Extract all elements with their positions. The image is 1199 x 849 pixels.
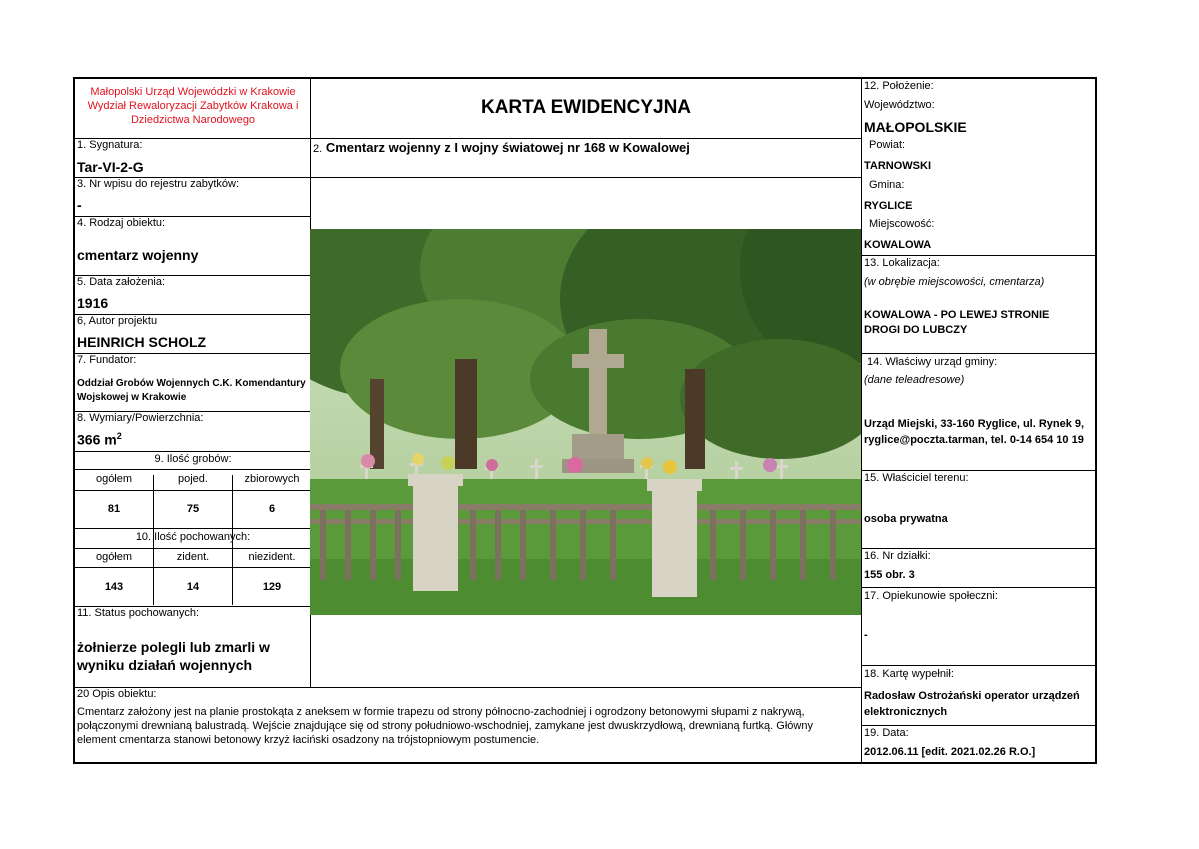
divider: [862, 470, 1097, 471]
grid-value: 81: [107, 503, 121, 515]
filled-by-value: Radosław Ostrożański operator urządzeń elektronicznych: [864, 690, 1080, 718]
field-label: 9. Ilość grobów:: [154, 453, 232, 465]
land-owner-value: osoba prywatna: [864, 513, 948, 525]
card-title: KARTA EWIDENCYJNA: [480, 97, 692, 118]
description-text: Cmentarz założony jest na planie prostokąta z aneksem w formie trapezu od strony północno-zachodniej i ogrodzony betonowymi słupami z nakrywą, połączonymi drewnianą balustradą. Wejście znajdujące się od strony południowo-wschodniej, zamykane jest dwuskrzydłową, drewnianą furtką. Główny element cmentarza stanowi betonowy krzyż łaciński osadzony na trójstopniowym postumencie.: [77, 706, 813, 746]
caretakers-value: -: [864, 629, 868, 641]
field-label: 18. Kartę wypełnił:: [864, 668, 954, 680]
field-label: Miejscowość:: [869, 218, 935, 230]
grid-header: pojed.: [178, 473, 208, 485]
date-value: 2012.06.11 [edit. 2021.02.26 R.O.]: [864, 746, 1036, 758]
object-type-value: cmentarz wojenny: [77, 247, 199, 263]
field-label: 16. Nr działki:: [864, 550, 931, 562]
divider: [862, 255, 1097, 256]
grid-value: 143: [104, 581, 124, 593]
field-label: 5. Data założenia:: [77, 276, 166, 288]
field-label: 10. Ilość pochowanych:: [135, 531, 251, 543]
voivodeship-value: MAŁOPOLSKIE: [864, 119, 967, 135]
grid-header: ogółem: [95, 551, 133, 563]
divider: [75, 528, 311, 529]
field-note: (w obrębie miejscowości, cmentarza): [864, 276, 1045, 288]
field-label: 20 Opis obiektu:: [77, 688, 157, 700]
founder-value: Oddział Grobów Wojennych C.K. Komendantury Wojskowej w Krakowie: [77, 378, 306, 403]
buried-status-value: żołnierze polegli lub zmarli w wyniku działań wojennych: [77, 639, 270, 673]
grid-value: 14: [186, 581, 200, 593]
locality-value: KOWALOWA: [864, 239, 932, 251]
field-note: (dane teleadresowe): [864, 374, 965, 386]
commune-value: RYGLICE: [864, 200, 913, 212]
grid-value: 6: [268, 503, 276, 515]
field-label: 1. Sygnatura:: [77, 139, 143, 151]
divider: [861, 79, 862, 764]
grid-header: zident.: [176, 551, 210, 563]
divider: [862, 548, 1097, 549]
register-number-value: -: [77, 197, 82, 213]
grid-header: ogółem: [95, 473, 133, 485]
grid-value: 129: [262, 581, 282, 593]
divider: [311, 138, 861, 139]
grid-header: niezident.: [248, 551, 296, 563]
field-label: 12. Położenie:: [864, 80, 934, 92]
divider: [75, 687, 861, 688]
field-label: 13. Lokalizacja:: [864, 257, 940, 269]
divider: [862, 587, 1097, 588]
divider: [75, 451, 311, 452]
divider: [862, 353, 1097, 354]
divider: [862, 725, 1097, 726]
location-value: KOWALOWA - PO LEWEJ STRONIE DROGI DO LUBCZY: [864, 309, 1050, 336]
object-name: 2. Cmentarz wojenny z I wojny światowej nr 168 w Kowalowej: [313, 140, 690, 155]
field-label: 17. Opiekunowie społeczni:: [864, 590, 998, 602]
divider: [75, 469, 311, 470]
county-value: TARNOWSKI: [864, 160, 932, 172]
field-label: 14. Właściwy urząd gminy:: [867, 356, 998, 368]
field-label: 4. Rodzaj obiektu:: [77, 217, 166, 229]
divider: [75, 490, 311, 491]
author-value: HEINRICH SCHOLZ: [77, 334, 207, 350]
divider: [862, 665, 1097, 666]
grid-value: 75: [186, 503, 200, 515]
field-label: 8. Wymiary/Powierzchnia:: [77, 412, 204, 424]
field-label: 11. Status pochowanych:: [77, 607, 200, 619]
field-label: Województwo:: [864, 99, 935, 111]
field-label: Powiat:: [869, 139, 906, 151]
founding-date-value: 1916: [77, 295, 109, 311]
field-label: 19. Data:: [864, 727, 909, 739]
field-label: 6, Autor projektu: [77, 315, 158, 327]
field-label: 3. Nr wpisu do rejestru zabytków:: [77, 178, 240, 190]
divider: [75, 567, 311, 568]
field-label: 15. Właściciel terenu:: [864, 472, 969, 484]
signature-value: Tar-VI-2-G: [77, 159, 144, 175]
plot-number-value: 155 obr. 3: [864, 569, 915, 581]
area-value: 366 $m^2$: [77, 431, 122, 448]
institution-name: Małopolski Urząd Wojewódzki w Krakowie Wydział Rewaloryzacji Zabytków Krakowa i Dziedzictwa Narodowego: [87, 86, 299, 126]
cemetery-photo: [310, 229, 861, 615]
grid-header: zbiorowych: [244, 473, 300, 485]
municipal-office-value: Urząd Miejski, 33-160 Ryglice, ul. Rynek 9, ryglice@poczta.tarman, tel. 0-14 654 10 19: [864, 418, 1085, 446]
field-label: 7. Fundator:: [77, 354, 137, 366]
field-label: Gmina:: [869, 179, 905, 191]
divider: [75, 548, 311, 549]
